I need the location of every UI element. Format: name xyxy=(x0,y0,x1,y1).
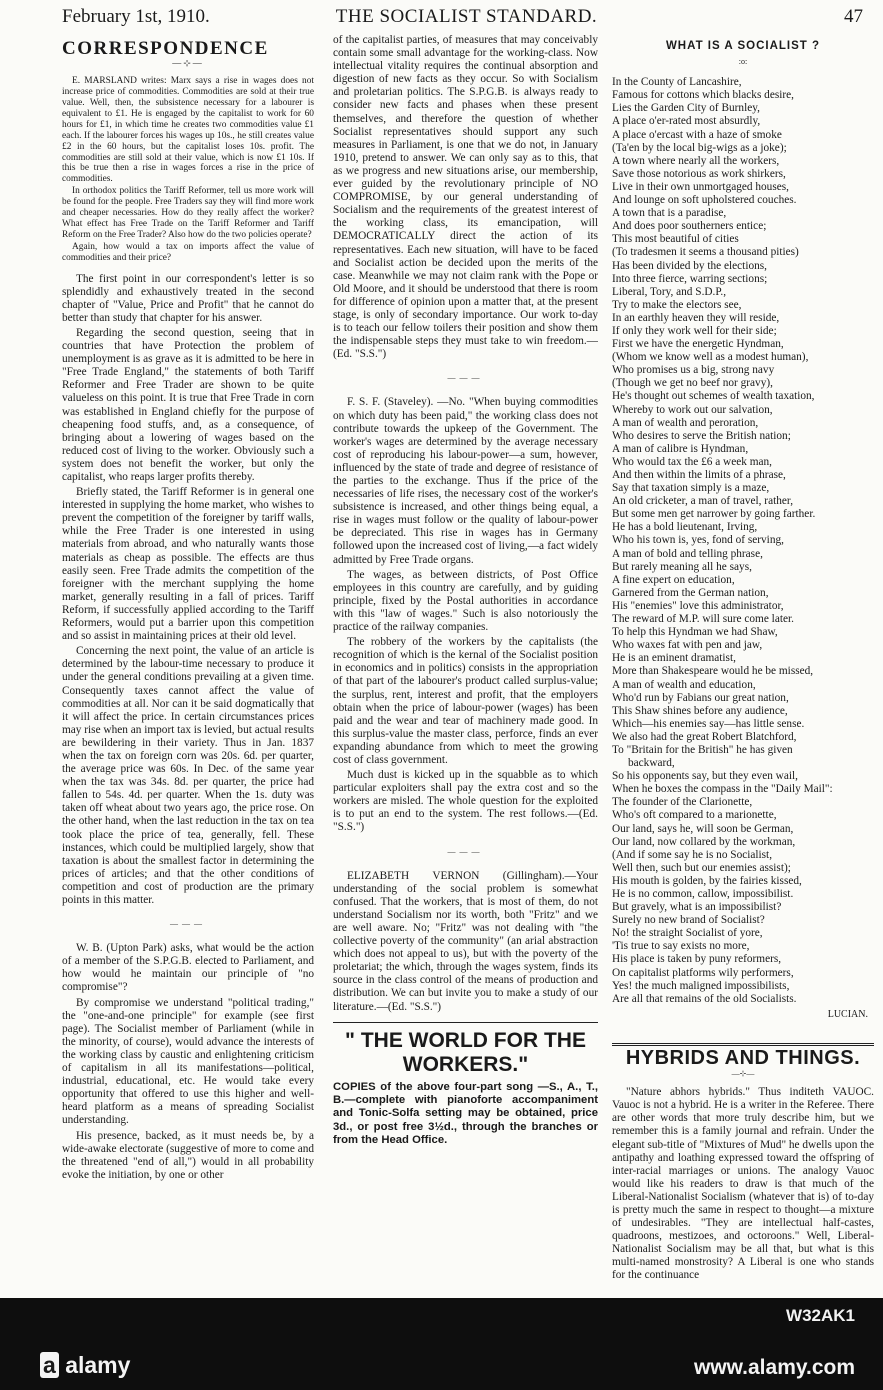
vernon-paragraph: ELIZABETH VERNON (Gillingham).—Your understanding of the social problem is somewhat confused. That the workers, that is most of them, do not understand Socialism nor its worth, both "Fritz" and we are well aware. No; "Fritz" was not dealing with "the collective poverty of the community" (an arial abstraction which does not appeal to us), but with the poverty of the proletariat; the which, through the wages system, finds its source in the class control of the means of production and distribution. We can but invite you to make a study of our literature.—(Ed. "S.S.") xyxy=(333,869,598,1013)
hybrids-ornament: —⊹— xyxy=(731,1069,755,1079)
poem-line: We also had the great Robert Blatchford, xyxy=(612,730,797,743)
poem-line: First we have the energetic Hyndman, xyxy=(612,338,784,351)
poem-line: So his opponents say, but they even wail, xyxy=(612,770,798,783)
poem-line: (Whom we know well as a modest human), xyxy=(612,351,809,364)
poem-line: 'Tis true to say exists no more, xyxy=(612,940,750,953)
alamy-logo-icon: a xyxy=(40,1352,59,1378)
poem-line: The reward of M.P. will sure come later. xyxy=(612,613,794,626)
poem-line: Into three fierce, warring sections; xyxy=(612,272,768,285)
world-for-workers-notice: COPIES of the above four-part song —S., A., T., B.—complete with pianoforte accompaniment and Tonic-Solfa setting may be obtained, price 3d., or post free 3½d., through the branches or from the Head Office. xyxy=(333,1080,598,1146)
poem-line: And lounge on soft upholstered couches. xyxy=(612,194,797,207)
poem-line: And then within the limits of a phrase, xyxy=(612,469,786,481)
poem-line: On capitalist platforms wily performers, xyxy=(612,966,794,979)
poem-line: A man of bold and telling phrase, xyxy=(612,547,763,560)
poem-line: Who would tax the £6 a week man, xyxy=(612,455,772,468)
reply-paragraph: Concerning the next point, the value of an article is determined by the labour-time necessary to produce it under the general conditions prevailing at a given time. Consequently taxes cannot affect the value of commodities at all. Nor can it be said dogmatically that it will affect the price. In certain circumstances prices may rise when an import tax is levied, but actual results are bewildering in their variety. Thus in Jan. 1837 when the tax on foreign corn was 20s. 6d. per quarter, the average price was 60s. In Dec. of the same year when the tax was 34s. 8d. per quarter, the price had fallen to 54s. 4d. per quarter. When the 1s. duty was taken off wheat about two years ago, the price rose. On the other hand, when the last reduction in the tax on tea took place the price of tea, generally, fell. These instances, which could be multiplied largely, show that taxation is about the smallest factor in determining the prices of articles; and that the other conditions of competition and cost of production are the primary points in this matter. xyxy=(62,645,314,906)
poem-line: Which—his enemies say—has little sense. xyxy=(612,717,805,730)
poem-line: His mouth is golden, by the fairies kissed, xyxy=(612,874,802,887)
poem-line: (And if some say he is no Socialist, xyxy=(612,848,773,861)
poem-line: (Though we get no beef nor gravy), xyxy=(612,377,773,390)
staveley-paragraph: The wages, as between districts, of Post Office employees in this country are carefully, and by guiding principle, fixed by the Postal authorities in accordance with this "law of wages." Such is also notoriously the practice of the railway companies. xyxy=(333,568,598,634)
poem-line: Our land, now collared by the workman, xyxy=(612,835,796,848)
poem-line: Famous for cottons which blacks desire, xyxy=(612,89,794,102)
poem-line: Surely no new brand of Socialist? xyxy=(612,914,765,927)
short-rule: ——— xyxy=(170,919,206,929)
poem-line: Whereby to work out our salvation, xyxy=(612,403,773,416)
poem-line: This Shaw shines before any audience, xyxy=(612,704,788,717)
poem-line: Who desires to serve the British nation; xyxy=(612,429,791,442)
issue-date: February 1st, 1910. xyxy=(62,6,210,27)
column-3 xyxy=(612,34,874,1289)
poem-line: Try to make the electors see, xyxy=(612,298,742,311)
poem-line: A town where nearly all the workers, xyxy=(612,154,780,167)
poem-line: A fine expert on education, xyxy=(612,573,735,586)
poem-line: In the County of Lancashire, xyxy=(612,76,742,89)
poem-line: Who his town is, yes, fond of serving, xyxy=(612,534,784,547)
poem-line: Our land, says he, will soon be German, xyxy=(612,822,794,835)
poem-line: This most beautiful of cities xyxy=(612,233,739,246)
letter-paragraph: E. MARSLAND writes: Marx says a rise in wages does not increase price of commodities. Commodities are sold at their true value. Well, then, the subsistence necessary for a labourer is equivalent to £1. He is engaged by the capitalist to work for 60 hours for £1, in which time he creates two commodities value £1 each. If the labourer forces his wages up 10s., he still creates value £2 in the 60 hours, but the capitalist loses 10s. profit. The commodities are still sold at their value, which is now £1 10s. If this be true then a rise in wages forces a rise in the price of commodities. xyxy=(62,76,314,185)
poem-line: (Ta'en by the local big-wigs as a joke); xyxy=(612,141,787,154)
poem-line: Say that taxation simply is a maze, xyxy=(612,482,770,495)
poem-line: (To tradesmen it seems a thousand pities) xyxy=(612,246,799,259)
reply-paragraph: Briefly stated, the Tariff Reformer is in general one interested in supplying the home market, who wishes to prevent the competition of the foreigner by tariff walls, while the Free Trader is one interested in using materials from abroad, and who naturally wants those materials as cheap as possible. The effects are thus easily seen. Free Trade admits the competition of the foreigner with the merchant supplying the home market, generally resulting in a fall of prices. Tariff Reform, if successfully applied according to the Tariff Reformers, would put a barrier upon this competition and so assist in maintaining prices at their old level. xyxy=(62,486,314,643)
poem-line: Who promises us a big, strong navy xyxy=(612,364,775,377)
poem-line: Who's oft compared to a marionette, xyxy=(612,809,777,822)
poem-line: Lies the Garden City of Burnley, xyxy=(612,102,760,115)
newspaper-title: THE SOCIALIST STANDARD. xyxy=(335,6,598,27)
poem-ornament: :o: xyxy=(738,57,748,67)
poem-line: His "enemies" love this administrator, xyxy=(612,599,784,612)
poem-line: He is no common, callow, impossibilist. xyxy=(612,888,794,900)
poem-line: And does poor southerners entice; xyxy=(612,220,767,233)
upton-paragraph: By compromise we understand "political trading," the "one-and-one principle" for example (see first page). The Socialist member of Parliament (while in the minority, of course), would advance the interests of the working class by caustic and enlightening criticism of capitalism in all its manifestations—political, industrial, educational, etc. He would take every opportunity that offered to use this higher and well-heard platform as a means of spreading Socialist understanding. xyxy=(62,996,314,1127)
poem-line: A town that is a paradise, xyxy=(612,207,727,220)
upton-paragraph: W. B. (Upton Park) asks, what would be the action of a member of the S.P.G.B. elected to Parliament, and how would he maintain our principle of "no compromise"? xyxy=(62,942,314,994)
poem-line: A man of wealth and peroration, xyxy=(612,416,759,429)
world-for-workers-heading: " THE WORLD FOR THE WORKERS." xyxy=(345,1028,586,1076)
poem-line: Who'd run by Fabians our great nation, xyxy=(612,691,789,704)
staveley-paragraph: F. S. F. (Staveley). —No. "When buying commodities on which duty has been paid," the working class does not contribute towards the upkeep of the Government. The worker's wages are determined by the average necessary cost of reproducing his labour-power—a sum, however, influenced by the state of trade and degree of resistance of the parties to the exchange. Thus if the price of the necessaries of life rises, the necessary cost of the worker's subsistence is increased, and other things being equal, a rise in wages must follow or the quality of labour-power be depreciated. This rise in wages has in Germany followed upon the increased cost of living,—a fact widely admitted by Free Trade organs. xyxy=(333,396,598,566)
poem-line: Has been divided by the elections, xyxy=(612,259,767,272)
poem-line: More than Shakespeare would he be missed, xyxy=(612,665,814,678)
poem-line: The founder of the Clarionette, xyxy=(612,796,753,809)
page-number: 47 xyxy=(844,6,863,27)
page-header xyxy=(62,6,871,32)
poem-line: Well then, such but our enemies assist); xyxy=(612,861,791,874)
poem-line: His place is taken by puny reformers, xyxy=(612,953,782,966)
poem-line: He is an eminent dramatist, xyxy=(612,652,736,665)
letter-paragraph: Again, how would a tax on imports affect the value of commodities and their price? xyxy=(62,241,314,263)
marsland-letter xyxy=(62,76,314,263)
poem-line: He's thought out schemes of wealth taxation, xyxy=(612,390,815,403)
reply-paragraph: Regarding the second question, seeing that in countries that have Protection the problem of unemployment is as grave as it is admitted to be here in "Free Trade England," the statements of both Tariff Reformer and Free Trader are shown to be quite valueless on this point. It is true that Free Trade in corn was established in England chiefly for the purpose of cheapening food stuffs, and, as a consequence, of bringing about a lowering of wages based on the reduced cost of living to the worker. Obviously such a system does not benefit the worker, but only the capitalist, who reaps larger profits thereby. xyxy=(62,326,314,483)
poem-line: Are all that remains of the old Socialists. xyxy=(612,992,797,1005)
poem-line: When he boxes the compass in the "Daily Mail": xyxy=(612,783,833,796)
short-rule: ——— xyxy=(447,846,484,856)
poem-line: But rarely meaning all he says, xyxy=(612,560,752,573)
poem-line: A man of wealth and education, xyxy=(612,678,756,691)
column-2 xyxy=(333,34,598,1289)
poem-line: But gravely, what is an impossibilist? xyxy=(612,901,782,914)
poem-line: He has a bold lieutenant, Irving, xyxy=(612,521,758,534)
reply-paragraph: The first point in our correspondent's letter is so splendidly and exhaustively treated in the second chapter of "Value, Price and Profit" that he cannot do better than study that chapter for his answer. xyxy=(62,272,314,324)
letter-paragraph: In orthodox politics the Tariff Reformer, tell us more work will be found for the people. Free Traders say they will find more work and cheaper necessaries. How do they really affect the worker? What effect has Free Trade on the Tariff Reformer and Tariff Reform on the Free Trader? Also how do the two policies operate? xyxy=(62,186,314,240)
poem-line: Save those notorious as work shirkers, xyxy=(612,167,786,180)
poem-line: In an earthly heaven they will reside, xyxy=(612,311,780,324)
poem-line: A place o'ercast with a haze of smoke xyxy=(612,128,782,141)
poem-line: Live in their own unmortgaged houses, xyxy=(612,180,789,193)
poem-line: Liberal, Tory, and S.D.P., xyxy=(612,285,727,298)
upton-continuation: of the capitalist parties, of measures that may conceivably contain some small advantage for the working-class. Now intellectual vitality requires the continual absorption and digestion of new facts as they occur. So with Socialism and proletarian politics. The S.P.G.B. is always ready to consider new facts and phases when these present themselves, and therefore the question of whether Socialist representatives should support any such measures in Parliament, is one that we do not, in January 1910, pretend to answer. We can only say as to this, that as we progress and new situations arise, our membership, ever guided by the revolutionary principle of NO COMPROMISE, by our general understanding of Socialism and the requirements of the greatest interest of the working class, its emancipation, will DEMOCRATICALLY direct the action of its representatives. Each new situation, will have to be faced and Socialist action be decided upon the merits of the case. Meanwhile we may not claim rank with the Pope or Old Moore, and it should be understood that there is room for difference of opinion upon a matter that, at the present stage, is only of secondary importance. Our work to-day is to teach our fellow toilers their position and show them the indispensable steps they must take to win freedom.—(Ed. "S.S.") xyxy=(333,34,598,361)
hybrids-paragraph: "Nature abhors hybrids." Thus inditeth VAUOC. Vauoc is not a hybrid. He is a writer in the Referee. There are other words that more truly describe him, but we remember this is a family journal and refrain. Under the elegant sub-title of "Mixtures of Mud" he dwells upon the antipathy and loathing expressed toward the offspring of inter-racial marriages or unions. The analogy Vauoc would like his readers to draw is that much of the Liberal-Nationalist Socialism (whatever that is) of to-day is pretty much the same in respect to thought—a mixture of undesirables. "They are intellectual half-castes, quadroons, mestizoes, and octoroons." Well, Liberal-Nationalist Socialism may be all that, but what is this multi-named monstrosity? A Liberal is one who stands for the continuance xyxy=(612,1086,874,1282)
poem-line: A man of calibre is Hyndman, xyxy=(612,442,749,455)
staveley-paragraph: The robbery of the workers by the capitalists (the recognition of which is the kernal of the Socialist position in economics and in politics) consists in the appropriation of that part of the labourer's product called surplus-value; the surplus, rent, interest and profit, that the employers obtain when the price of labour-power (wages) has been paid and the wear and tear of machinery made good. In this surplus-value the master class, perforce, finds an ever expanding abundance from which to meet the growing cost of class government. xyxy=(333,636,598,766)
poem-line: Yes! the much maligned impossibilists, xyxy=(612,979,790,992)
poem-body xyxy=(612,76,874,1006)
poem-title: WHAT IS A SOCIALIST ? xyxy=(665,40,821,52)
watermark-brand-text: alamy xyxy=(65,1352,131,1378)
poem-signature: LUCIAN. xyxy=(827,1008,868,1020)
column-1 xyxy=(62,34,314,1289)
upton-paragraph: His presence, backed, as it must needs be, by a wide-awake electorate (suggestive of more to come and the threatened "end of all,") would in all probability evoke the initiation, by one or other xyxy=(62,1129,314,1181)
poem-line: To "Britain for the British" he has given xyxy=(612,743,793,756)
hybrids-heading: HYBRIDS AND THINGS. xyxy=(612,1043,874,1065)
poem-line: Garnered from the German nation, xyxy=(612,586,769,599)
poem-line: If only they work well for their side; xyxy=(612,324,777,337)
correspondence-heading: CORRESPONDENCE xyxy=(62,38,269,59)
ornament-divider: —⊹— xyxy=(172,58,204,69)
poem-line: backward, xyxy=(628,757,675,770)
short-rule: ——— xyxy=(447,373,484,383)
watermark-site: www.alamy.com xyxy=(693,1356,855,1379)
staveley-paragraph: Much dust is kicked up in the squabble as to which particular exploiters shall pay the extra cost and so the workers are misled. The whole question for the exploited is to put an end to the system. The rest follows.—(Ed. "S.S.") xyxy=(333,769,598,834)
watermark-image-id: W32AK1 xyxy=(786,1306,855,1325)
poem-line: A place o'er-rated most absurdly, xyxy=(612,115,761,128)
watermark-brand xyxy=(40,1352,130,1379)
poem-line: No! the straight Socialist of yore, xyxy=(612,927,763,940)
poem-line: Who waxes fat with pen and jaw, xyxy=(612,639,763,652)
poem-line: An old cricketer, a man of travel, rather, xyxy=(612,495,794,508)
poem-line: But some men get narrower by going farther. xyxy=(612,508,816,521)
poem-line: To help this Hyndman we had Shaw, xyxy=(612,626,778,639)
